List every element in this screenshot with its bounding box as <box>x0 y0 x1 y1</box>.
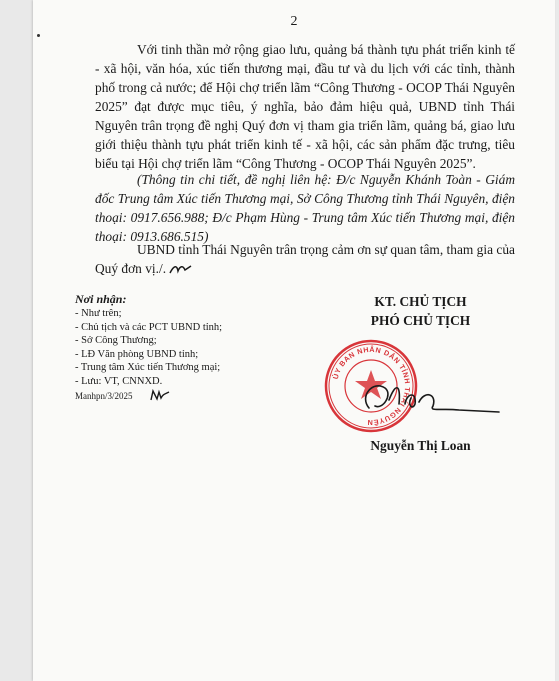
recipient-item: - Chủ tịch và các PCT UBND tỉnh; <box>75 321 223 333</box>
reference-initials-mark <box>149 388 171 402</box>
initials-mark <box>169 263 193 275</box>
contact-info: (Thông tin chi tiết, đề nghị liên hệ: Đ/c Nguyễn Khánh Toàn - Giám đốc Trung tâm Xúc tiến Thương mại, Sở Công Thương tỉnh Thái Nguyên, điện thoại: 0917.656.988; Đ/c Phạm Hùng - Trung tâm Xúc tiến Thương mại, điện thoại: 0913.686.515) <box>95 172 515 244</box>
handwritten-signature <box>349 370 509 430</box>
page-number: 2 <box>290 14 298 29</box>
recipient-item: - Sở Công Thương; <box>75 335 157 346</box>
recipients-list <box>75 292 305 404</box>
paragraph-purpose: Với tinh thần mở rộng giao lưu, quảng bá thành tựu phát triển kinh tế - xã hội, văn hóa, xúc tiến thương mại, đầu tư và du lịch với các tỉnh, thành phố trong cả nước; để Hội chợ triển lãm “Công Thương - OCOP Thái Nguyên 2025” đạt được mục tiêu, ý nghĩa, bảo đảm hiệu quả, UBND tỉnh Thái Nguyên trân trọng đề nghị Quý đơn vị tham gia triển lãm, quảng bá, giao lưu giới thiệu thành tựu phát triển kinh tế - xã hội, các sản phẩm đặc trưng, tiêu biểu tại Hội chợ triển lãm “Công Thương - OCOP Thái Nguyên 2025”. <box>95 42 515 171</box>
recipient-item: - Như trên; <box>75 308 122 319</box>
recipients-title: Nơi nhận: <box>75 292 127 306</box>
recipient-item: - Lưu: VT, CNNXD. <box>75 375 163 387</box>
signer-name: Nguyễn Thị Loan <box>370 438 471 453</box>
signature-title-line1: KT. CHỦ TỊCH <box>374 294 467 309</box>
thanks-text: UBND tỉnh Thái Nguyên trân trọng cảm ơn sự quan tâm, tham gia của Quý đơn vị./. <box>95 242 515 276</box>
recipient-item: - Trung tâm Xúc tiến Thương mại; <box>75 362 221 373</box>
document-page <box>33 0 555 681</box>
thanks-paragraph <box>95 240 515 278</box>
paper-speck <box>37 34 40 37</box>
reference-code-text: Manhpn/3/2025 <box>75 391 133 401</box>
signature-block <box>333 292 508 330</box>
signature-title-line2: PHÓ CHỦ TỊCH <box>370 313 471 328</box>
reference-code <box>75 388 305 404</box>
seal-text: ỦY BAN NHÂN DÂN TỈNH THÁI NGUYÊN <box>330 344 413 428</box>
recipient-item: - LĐ Văn phòng UBND tỉnh; <box>75 348 199 360</box>
